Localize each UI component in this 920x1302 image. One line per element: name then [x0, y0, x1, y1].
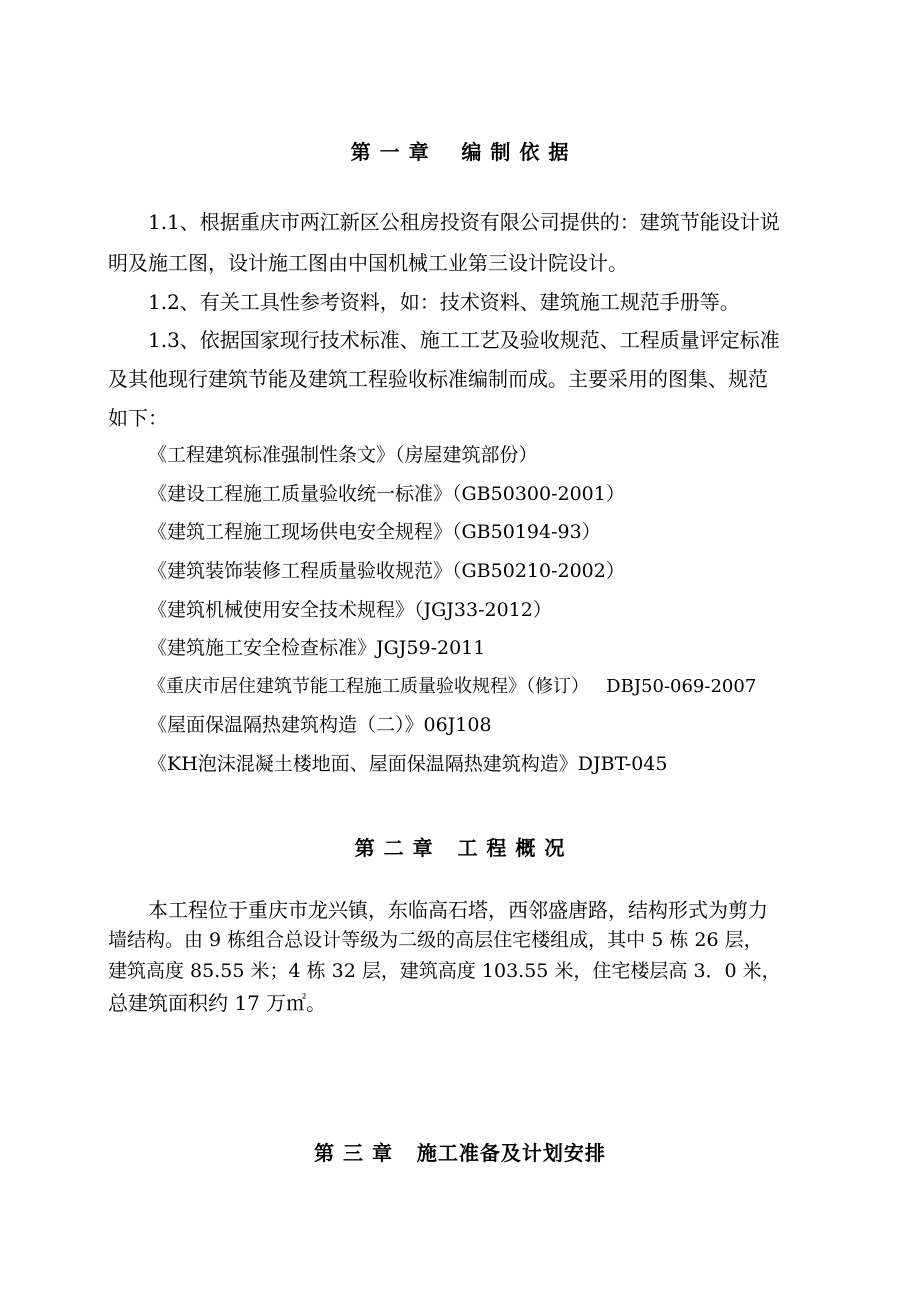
overview-line-3: 建筑高度 85.55 米；4 栋 32 层，建筑高度 103.55 米，住宅楼层高 3．0 米， — [108, 960, 781, 982]
para-1-2: 1.2、有关工具性参考资料，如：技术资料、建筑施工规范手册等。 — [148, 290, 740, 314]
reference-item: 《建筑机械使用安全技术规程》（JGJ33-2012） — [148, 599, 552, 621]
chapter-2-title: 第 二 章 工 程 概 况 — [354, 836, 566, 860]
chapter-3-title: 第 三 章 施工准备及计划安排 — [314, 1141, 606, 1165]
para-1-3-line-1: 1.3、依据国家现行技术标准、施工工艺及验收规范、工程质量评定标准 — [148, 328, 780, 352]
para-1-3-line-3: 如下： — [108, 406, 168, 430]
overview-line-2: 墙结构。由 9 栋组合总设计等级为二级的高层住宅楼组成，其中 5 栋 26 层， — [108, 929, 763, 951]
para-1-1-line-2: 明及施工图，设计施工图由中国机械工业第三设计院设计。 — [108, 251, 628, 275]
reference-item: 《KH泡沫混凝土楼地面、屋面保温隔热建筑构造》DJBT-045 — [148, 753, 668, 775]
reference-item: 《建设工程施工质量验收统一标准》（GB50300-2001） — [148, 483, 625, 505]
reference-item: 《重庆市居住建筑节能工程施工质量验收规程》（修订） DBJ50-069-2007 — [148, 676, 757, 697]
overview-line-1: 本工程位于重庆市龙兴镇，东临高石塔，西邻盛唐路，结构形式为剪力 — [148, 898, 768, 922]
reference-item: 《建筑工程施工现场供电安全规程》（GB50194-93） — [148, 521, 601, 543]
reference-item: 《建筑施工安全检查标准》JGJ59-2011 — [148, 637, 486, 659]
para-1-3-line-2: 及其他现行建筑节能及建筑工程验收标准编制而成。主要采用的图集、规范 — [108, 367, 768, 391]
overview-line-4: 总建筑面积约 17 万㎡。 — [108, 991, 327, 1015]
para-1-1-line-1: 1.1、根据重庆市两江新区公租房投资有限公司提供的：建筑节能设计说 — [148, 210, 780, 234]
reference-item: 《工程建筑标准强制性条文》（房屋建筑部份） — [148, 444, 538, 466]
reference-item: 《建筑装饰装修工程质量验收规范》（GB50210-2002） — [148, 560, 625, 582]
reference-item: 《屋面保温隔热建筑构造（二）》06J108 — [148, 714, 492, 736]
chapter-1-title: 第 一 章 编 制 依 据 — [350, 140, 570, 164]
